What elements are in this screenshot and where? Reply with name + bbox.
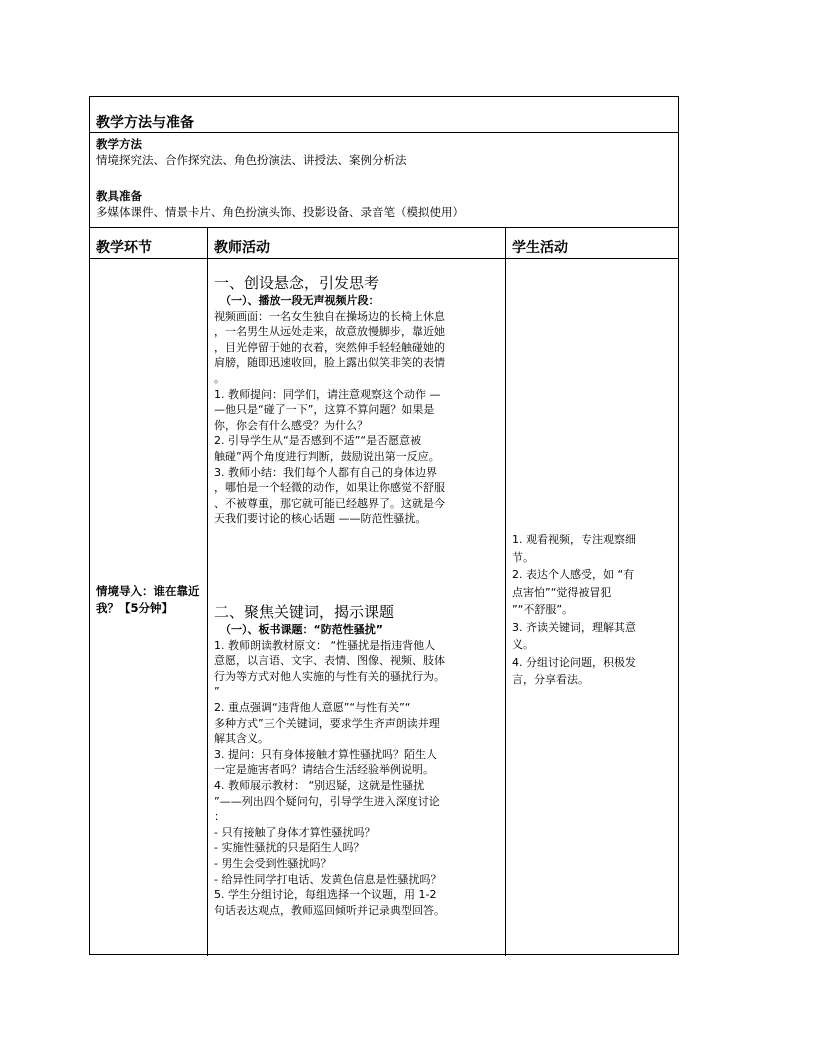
text-line: 3. 教师小结：我们每个人都有自己的身体边界 [214, 465, 437, 479]
text-line: 言，分享看法。 [512, 673, 589, 686]
column-divider [505, 227, 506, 956]
text-line: 意愿，以言语、文字、表情、图像、视频、肢体 [214, 654, 445, 668]
part2-subheading: （一）、板书课题：“防范性骚扰” [220, 623, 383, 636]
text-line: 句话表达观点，教师巡回倾听并记录典型回答。 [214, 903, 445, 917]
text-line: - 只有接触了身体才算性骚扰吗？ [214, 825, 376, 839]
divider [90, 132, 678, 133]
text-line: 视频画面：一名女生独自在操场边的长椅上休息 [214, 309, 445, 323]
header-teacher: 教师活动 [214, 240, 270, 256]
header-stage: 教学环节 [96, 240, 152, 256]
methods-heading: 教学方法 [96, 137, 142, 151]
text-line: 1. 观看视频，专注观察细 [512, 533, 636, 546]
text-line: ，目光停留于她的衣着，突然伸手轻轻触碰她的 [214, 340, 445, 354]
text-line: 解其含义。 [214, 732, 269, 746]
text-line: 节。 [512, 550, 534, 564]
text-line: 义。 [512, 638, 534, 651]
text-line: ” [214, 685, 220, 699]
text-line: 5. 学生分组讨论，每组选择一个议题，用 1-2 [214, 888, 437, 902]
text-line: ”——列出四个疑问句，引导学生进入深度讨论 [214, 794, 440, 808]
divider [90, 258, 678, 259]
text-line: - 实施性骚扰的只是陌生人吗？ [214, 841, 365, 855]
text-line: 3. 提问：只有身体接触才算性骚扰吗？陌生人 [214, 747, 437, 761]
text-line: 天我们要讨论的核心话题 ——防范性骚扰。 [214, 512, 427, 526]
section-title: 教学方法与准备 [96, 115, 194, 131]
text-line: 。 [214, 371, 225, 385]
text-line: ，一名男生从远处走来，故意放慢脚步，靠近她 [214, 325, 445, 339]
column-divider [207, 227, 208, 956]
teacher-activity [214, 273, 502, 527]
stage-label: 情境导入：谁在靠近我？【5分钟】 [96, 584, 200, 615]
text-line: 2. 表达个人感受，如 “有 [512, 568, 635, 581]
tools-heading: 教具准备 [96, 189, 142, 203]
text-line: 2. 引导学生从“是否感到不适”“是否愿意被 [214, 434, 422, 448]
text-line: 2. 重点强调“违背他人意愿”“与性有关”“ [214, 700, 411, 714]
divider [90, 227, 678, 228]
methods-block [96, 136, 671, 168]
text-line: ”“不舒服”。 [512, 603, 574, 616]
student-activity [512, 531, 674, 689]
text-line: - 男生会受到性骚扰吗？ [214, 856, 332, 870]
part2-heading: 二、聚焦关键词，揭示课题 [214, 603, 395, 621]
text-line: ： [214, 810, 225, 824]
part1-heading: 一、创设悬念，引发思考 [214, 274, 380, 292]
lesson-plan-table [89, 96, 679, 955]
part1-body [214, 309, 502, 527]
part1-subheading: （一）、播放一段无声视频片段： [220, 294, 380, 307]
teacher-activity-part2 [214, 602, 502, 918]
text-line: 肩膀，随即迅速收回，脸上露出似笑非笑的表情 [214, 356, 445, 370]
tools-block [96, 188, 671, 220]
text-line: 触碰”两个角度进行判断，鼓励说出第一反应。 [214, 449, 440, 463]
text-line: 4. 分组讨论问题，积极发 [512, 655, 636, 669]
text-line: 多种方式”三个关键词，要求学生齐声朗读并理 [214, 716, 440, 730]
text-line: 一定是施害者吗？请结合生活经验举例说明。 [214, 763, 434, 777]
header-student: 学生活动 [512, 240, 568, 256]
text-line: ，哪怕是一个轻微的动作，如果让你感觉不舒服 [214, 481, 445, 495]
text-line: - 给异性同学打电话、发黄色信息是性骚扰吗？ [214, 872, 442, 886]
text-line: —他只是“碰了一下”，这算不算问题？如果是 [214, 403, 435, 417]
text-line: 你，你会有什么感受？为什么？ [214, 418, 368, 432]
text-line: 行为等方式对他人实施的与性有关的骚扰行为。 [214, 669, 445, 683]
methods-text: 情境探究法、合作探究法、角色扮演法、讲授法、案例分析法 [96, 153, 407, 167]
text-line: 1. 教师朗读教材原文： “性骚扰是指违背他人 [214, 638, 436, 652]
tools-text: 多媒体课件、情景卡片、角色扮演头饰、投影设备、录音笔（模拟使用） [96, 205, 464, 219]
text-line: 1. 教师提问：同学们，请注意观察这个动作 — [214, 387, 441, 401]
text-line: 3. 齐读关键词，理解其意 [512, 620, 636, 634]
text-line: 4. 教师展示教材： “别迟疑，这就是性骚扰 [214, 778, 425, 792]
text-line: 、不被尊重，那它就可能已经越界了。这就是今 [214, 496, 445, 510]
part2-body [214, 638, 502, 919]
text-line: 点害怕”“觉得被冒犯 [512, 585, 612, 599]
